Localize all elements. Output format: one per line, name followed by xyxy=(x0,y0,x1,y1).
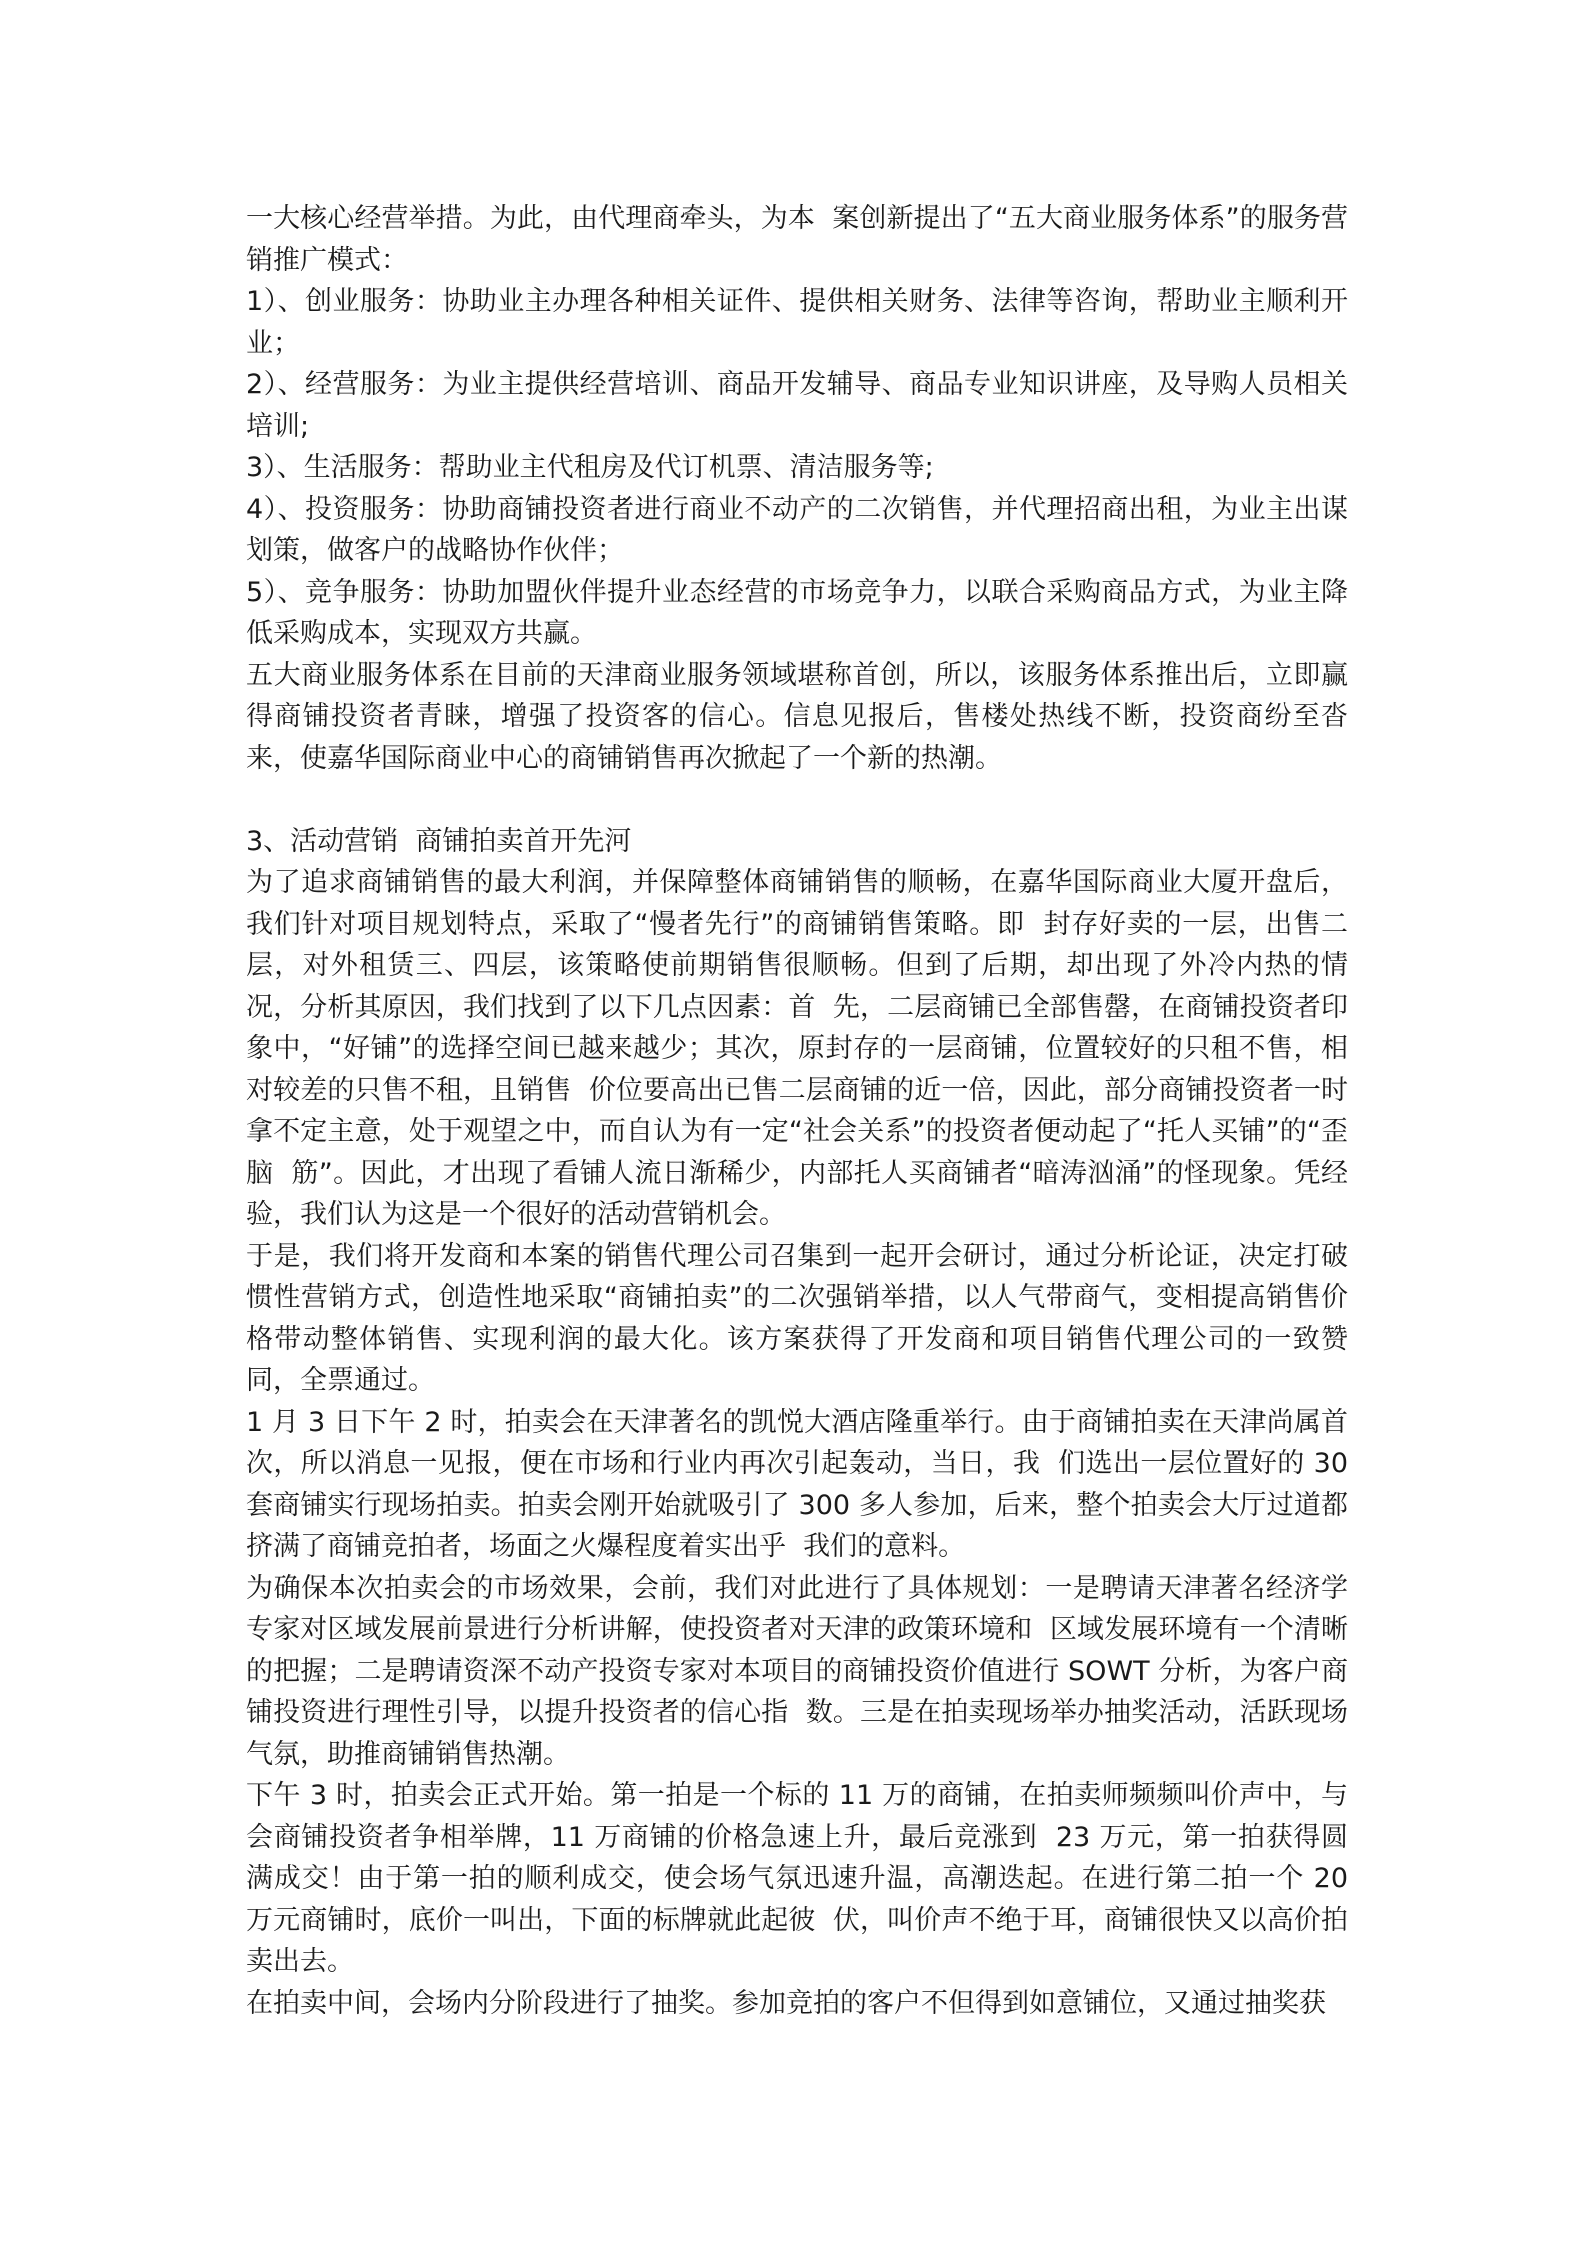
paragraph-competition-service: 5）、竞争服务：协助加盟伙伴提升业态经营的市场竞争力，以联合采购商品方式，为业主降低采购成本，实现双方共赢。 xyxy=(246,576,1348,649)
paragraph-service-system-intro: 一大核心经营举措。为此，由代理商牵头，为本 案创新提出了“五大商业服务体系”的服务营销推广模式： xyxy=(246,203,1348,276)
paragraph-lottery: 在拍卖中间，会场内分阶段进行了抽奖。参加竞拍的客户不但得到如意铺位，又通过抽奖获 xyxy=(246,1987,1326,2019)
paragraph-sales-strategy: 为了追求商铺销售的最大利润，并保障整体商铺销售的顺畅，在嘉华国际商业大厦开盘后，我们针对项目规划特点，采取了“慢者先行”的商铺销售策略。即 封存好卖的一层，出售二层，对外租赁三、四层，该策略使前期销售很顺畅。但到了后期，却出现了外冷内热的情况，分析其原因，我们找到了以下几点因素：首 先，二层商铺已全部售罄，在商铺投资者印象中，“好铺”的选择空间已越来越少；其次，原封存的一层商铺，位置较好的只租不售，相对较差的只售不租，且销售 价位要高出已售二层商铺的近一倍，因此，部分商铺投资者一时拿不定主意，处于观望之中，而自认为有一定“社会关系”的投资者便动起了“托人买铺”的“歪脑 筋”。因此，才出现了看铺人流日渐稀少，内部托人买商铺者“暗涛汹涌”的怪现象。凭经验，我们认为这是一个很好的活动营销机会。 xyxy=(246,867,1348,1230)
paragraph-service-system-result: 五大商业服务体系在目前的天津商业服务领域堪称首创，所以，该服务体系推出后，立即赢得商铺投资者青睐，增强了投资客的信心。信息见报后，售楼处热线不断，投资商纷至沓来，使嘉华国际商业中心的商铺销售再次掀起了一个新的热潮。 xyxy=(246,659,1348,774)
paragraph-life-service: 3）、生活服务：帮助业主代租房及代订机票、清洁服务等; xyxy=(246,452,934,483)
paragraph-auction-decision: 于是，我们将开发商和本案的销售代理公司召集到一起开会研讨，通过分析论证，决定打破惯性营销方式，创造性地采取“商铺拍卖”的二次强销举措，以人气带商气，变相提高销售价格带动整体销售、实现利润的最大化。该方案获得了开发商和项目销售代理公司的一致赞同，全票通过。 xyxy=(246,1240,1348,1396)
paragraph-auction-planning: 为确保本次拍卖会的市场效果，会前，我们对此进行了具体规划：一是聘请天津著名经济学专家对区域发展前景进行分析讲解，使投资者对天津的政策环境和 区域发展环境有一个清晰的把握；二是聘请资深不动产投资专家对本项目的商铺投资价值进行 SOWT 分析，为客户商铺投资进行理性引导，以提升投资者的信心指 数。三是在拍卖现场举办抽奖活动，活跃现场气氛，助推商铺销售热潮。 xyxy=(246,1572,1348,1770)
paragraph-auction-start: 下午 3 时，拍卖会正式开始。第一拍是一个标的 11 万的商铺，在拍卖师频频叫价声中，与会商铺投资者争相举牌，11 万商铺的价格急速上升，最后竞涨到 23 万元，第一拍获得圆满成交！由于第一拍的顺利成交，使会场气氛迅速升温，高潮迭起。在进行第二拍一个 20 万元商铺时，底价一叫出，下面的标牌就此起彼 伏，叫价声不绝于耳，商铺很快又以高价拍卖出去。 xyxy=(246,1780,1357,1977)
document-body xyxy=(246,198,1357,2024)
paragraph-investment-service: 4）、投资服务：协助商铺投资者进行商业不动产的二次销售，并代理招商出租，为业主出谋划策，做客户的战略协作伙伴； xyxy=(246,493,1348,566)
paragraph-operation-service: 2）、经营服务：为业主提供经营培训、商品开发辅导、商品专业知识讲座，及导购人员相关培训; xyxy=(246,369,1348,442)
paragraph-spacer xyxy=(246,779,1348,821)
paragraph-auction-event: 1 月 3 日下午 2 时，拍卖会在天津著名的凯悦大酒店隆重举行。由于商铺拍卖在天津尚属首次，所以消息一见报，便在市场和行业内再次引起轰动，当日，我 们选出一层位置好的 30 套商铺实行现场拍卖。拍卖会刚开始就吸引了 300 多人参加，后来，整个拍卖会大厅过道都挤满了商铺竞拍者，场面之火爆程度着实出乎 我们的意料。 xyxy=(246,1406,1357,1562)
paragraph-startup-service: 1）、创业服务：协助业主办理各种相关证件、提供相关财务、法律等咨询，帮助业主顺利开业； xyxy=(246,286,1348,359)
section-heading-event-marketing: 3、活动营销 商铺拍卖首开先河 xyxy=(246,825,632,857)
